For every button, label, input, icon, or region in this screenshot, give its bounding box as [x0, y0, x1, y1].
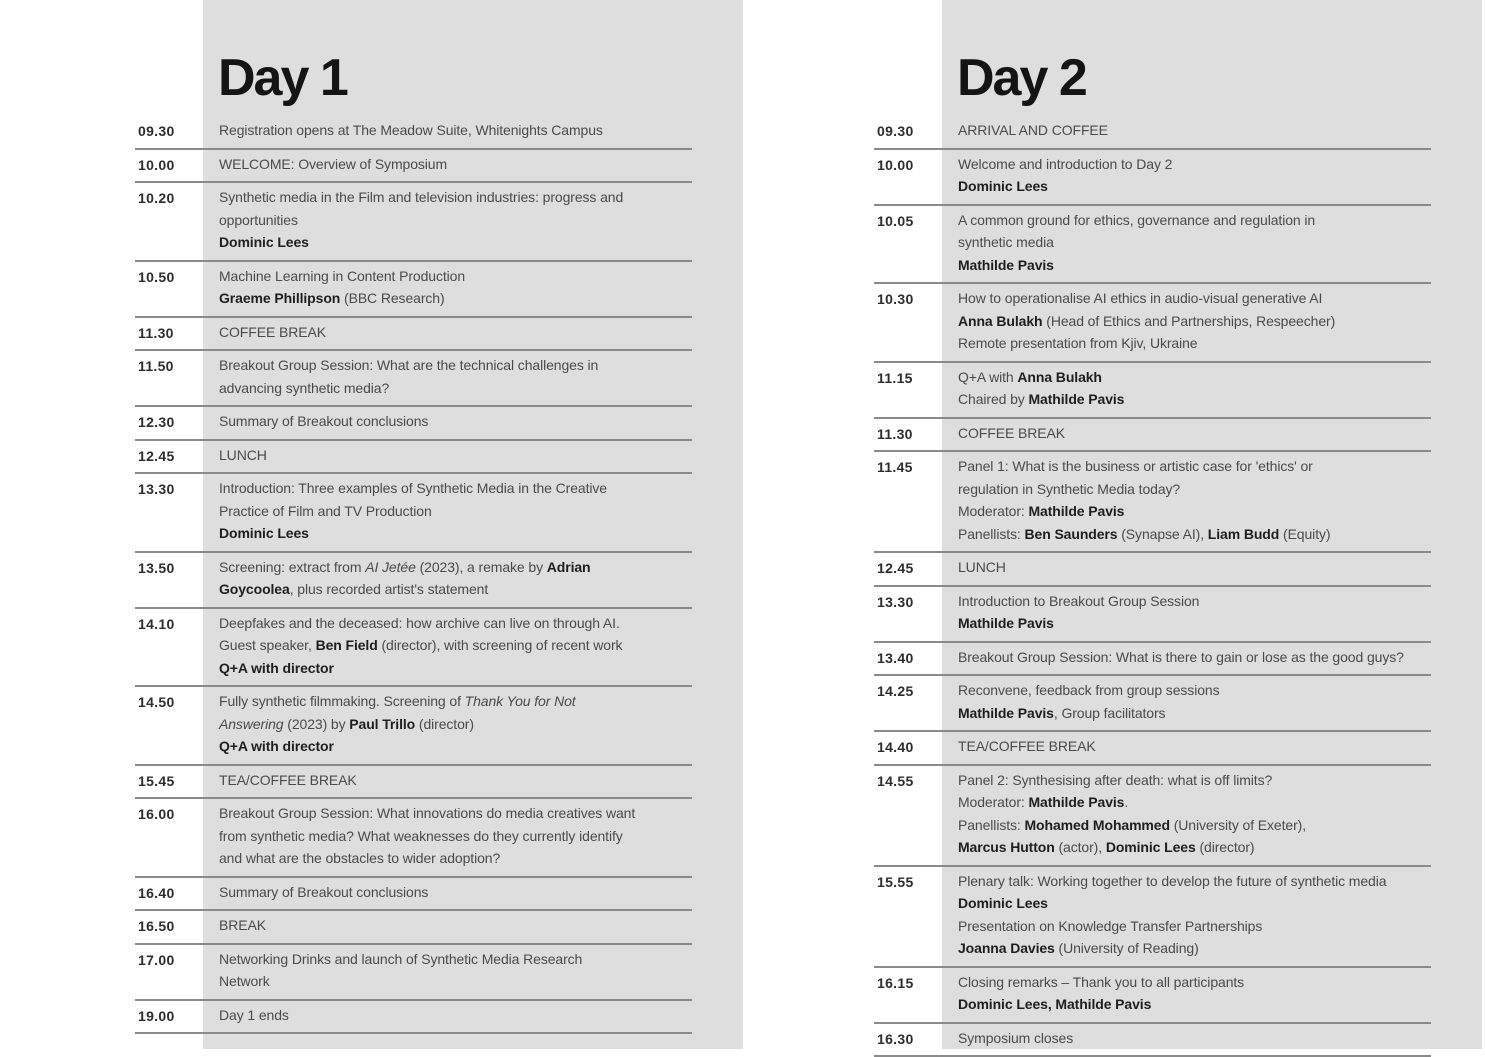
- session-time: 11.50: [138, 355, 174, 377]
- session-row: [135, 878, 692, 912]
- session-text: Synthetic media in the Film and television industries: progress and: [219, 189, 623, 205]
- session-time: 13.50: [138, 557, 175, 579]
- session-line: [219, 119, 691, 142]
- session-row: [135, 262, 692, 318]
- session-row: [874, 419, 1431, 453]
- session-row: [135, 116, 692, 150]
- session-line: [219, 802, 691, 825]
- session-line: [958, 478, 1430, 501]
- session-line: [219, 265, 691, 288]
- session-row: [135, 351, 692, 407]
- session-details: [219, 441, 691, 473]
- session-line: [958, 455, 1430, 478]
- session-line: [219, 847, 691, 870]
- session-text: Introduction: Three examples of Synthetic Media in the Creative: [219, 480, 607, 496]
- session-line: [958, 422, 1430, 445]
- session-time: 10.00: [138, 154, 175, 176]
- session-details: [219, 799, 691, 876]
- speaker-name: Goycoolea: [219, 581, 290, 597]
- speaker-name: Ben Saunders: [1025, 526, 1118, 542]
- session-line: [219, 713, 691, 736]
- session-text: Screening: extract from: [219, 559, 365, 575]
- session-row: [135, 441, 692, 475]
- session-row: [135, 799, 692, 878]
- speaker-name: Mathilde Pavis: [1029, 503, 1125, 519]
- session-text: Practice of Film and TV Production: [219, 503, 432, 519]
- session-details: [219, 318, 691, 350]
- session-line: [219, 556, 691, 579]
- session-time: 15.55: [877, 871, 914, 893]
- session-details: [958, 676, 1430, 730]
- session-text: Breakout Group Session: What innovations do media creatives want: [219, 805, 635, 821]
- speaker-name: Anna Bulakh: [1017, 369, 1101, 385]
- session-text: Q+A with: [958, 369, 1017, 385]
- session-line: [219, 970, 691, 993]
- session-text: Remote presentation from Kjiv, Ukraine: [958, 335, 1198, 351]
- session-line: [958, 915, 1430, 938]
- session-line: [958, 209, 1430, 232]
- session-row: [135, 553, 692, 609]
- session-text: regulation in Synthetic Media today?: [958, 481, 1180, 497]
- session-details: [958, 284, 1430, 361]
- speaker-name: Dominic Lees: [958, 178, 1048, 194]
- session-details: [219, 553, 691, 607]
- session-text: WELCOME: Overview of Symposium: [219, 156, 447, 172]
- session-text: Panellists:: [958, 817, 1025, 833]
- session-line: [219, 914, 691, 937]
- session-line: [958, 1027, 1430, 1050]
- session-details: [958, 419, 1430, 451]
- session-details: [958, 150, 1430, 204]
- session-line: [958, 287, 1430, 310]
- session-line: [219, 578, 691, 601]
- session-details: [958, 116, 1430, 148]
- session-line: [958, 769, 1430, 792]
- speaker-name: Q+A with director: [219, 738, 334, 754]
- session-details: [219, 116, 691, 148]
- session-time: 14.55: [877, 770, 914, 792]
- session-line: [219, 735, 691, 758]
- session-row: [874, 766, 1431, 867]
- session-text: Introduction to Breakout Group Session: [958, 593, 1199, 609]
- session-time: 12.45: [138, 445, 175, 467]
- session-text: Summary of Breakout conclusions: [219, 413, 428, 429]
- session-text: BREAK: [219, 917, 266, 933]
- session-text: opportunities: [219, 212, 298, 228]
- session-text: Presentation on Knowledge Transfer Partnerships: [958, 918, 1262, 934]
- session-text: , plus recorded artist's statement: [290, 581, 488, 597]
- speaker-name: Mathilde Pavis: [1029, 391, 1125, 407]
- session-row: [135, 911, 692, 945]
- session-line: [219, 321, 691, 344]
- session-text: COFFEE BREAK: [958, 425, 1065, 441]
- session-text: synthetic media: [958, 234, 1054, 250]
- session-time: 12.30: [138, 411, 175, 433]
- session-line: [219, 477, 691, 500]
- session-line: [958, 254, 1430, 277]
- session-text: ARRIVAL AND COFFEE: [958, 122, 1108, 138]
- session-line: [958, 702, 1430, 725]
- session-line: [958, 119, 1430, 142]
- session-time: 11.45: [877, 456, 913, 478]
- session-text: (BBC Research): [340, 290, 444, 306]
- session-time: 16.15: [877, 972, 914, 994]
- session-line: [219, 231, 691, 254]
- session-time: 14.10: [138, 613, 175, 635]
- session-time: 17.00: [138, 949, 175, 971]
- speaker-name: Q+A with director: [219, 660, 334, 676]
- speaker-name: Dominic Lees, Mathilde Pavis: [958, 996, 1151, 1012]
- session-text: LUNCH: [958, 559, 1006, 575]
- session-time: 09.30: [138, 120, 175, 142]
- speaker-name: Mathilde Pavis: [958, 615, 1054, 631]
- session-text: Breakout Group Session: What are the technical challenges in: [219, 357, 598, 373]
- session-time: 13.30: [138, 478, 175, 500]
- session-details: [219, 911, 691, 943]
- speaker-name: Ben Field: [316, 637, 378, 653]
- session-row: [135, 687, 692, 766]
- session-line: [219, 153, 691, 176]
- session-line: [958, 500, 1430, 523]
- work-title: AI Jetée: [365, 559, 416, 575]
- session-details: [958, 643, 1430, 675]
- session-row: [135, 183, 692, 262]
- session-text: Panellists:: [958, 526, 1025, 542]
- session-time: 16.00: [138, 803, 175, 825]
- session-line: [958, 892, 1430, 915]
- session-row: [874, 284, 1431, 363]
- session-details: [219, 687, 691, 764]
- session-line: [219, 410, 691, 433]
- work-title: Thank You for Not: [465, 693, 576, 709]
- session-line: [958, 679, 1430, 702]
- session-text: (University of Exeter),: [1170, 817, 1306, 833]
- session-details: [219, 766, 691, 798]
- session-text: , Group facilitators: [1054, 705, 1166, 721]
- session-details: [958, 363, 1430, 417]
- speaker-name: Mohamed Mohammed: [1025, 817, 1170, 833]
- session-row: [874, 363, 1431, 419]
- session-line: [219, 881, 691, 904]
- session-time: 10.05: [877, 210, 914, 232]
- session-text: Closing remarks – Thank you to all participants: [958, 974, 1244, 990]
- session-details: [219, 609, 691, 686]
- session-time: 19.00: [138, 1005, 175, 1027]
- session-line: [219, 500, 691, 523]
- session-details: [219, 351, 691, 405]
- session-row: [874, 676, 1431, 732]
- session-row: [874, 206, 1431, 285]
- session-row: [874, 643, 1431, 677]
- session-row: [874, 867, 1431, 968]
- session-text: advancing synthetic media?: [219, 380, 389, 396]
- session-line: [958, 175, 1430, 198]
- session-time: 11.30: [138, 322, 174, 344]
- session-time: 14.25: [877, 680, 914, 702]
- session-line: [958, 310, 1430, 333]
- day1-session-list: [135, 116, 692, 1034]
- session-row: [135, 609, 692, 688]
- session-text: Plenary talk: Working together to develop the future of synthetic media: [958, 873, 1386, 889]
- session-details: [219, 945, 691, 999]
- session-line: [219, 634, 691, 657]
- session-line: [958, 646, 1430, 669]
- session-line: [958, 153, 1430, 176]
- session-row: [874, 968, 1431, 1024]
- session-text: Panel 2: Synthesising after death: what is off limits?: [958, 772, 1272, 788]
- session-row: [874, 1024, 1431, 1057]
- speaker-name: Paul Trillo: [349, 716, 415, 732]
- session-time: 10.30: [877, 288, 914, 310]
- session-text: Networking Drinks and launch of Synthetic Media Research: [219, 951, 582, 967]
- session-row: [135, 407, 692, 441]
- session-time: 11.15: [877, 367, 913, 389]
- session-details: [958, 1024, 1430, 1056]
- session-text: (Head of Ethics and Partnerships, Respeecher): [1042, 313, 1335, 329]
- session-row: [874, 150, 1431, 206]
- session-text: Welcome and introduction to Day 2: [958, 156, 1172, 172]
- session-text: Panel 1: What is the business or artistic case for 'ethics' or: [958, 458, 1313, 474]
- session-details: [958, 587, 1430, 641]
- session-details: [958, 766, 1430, 865]
- session-time: 16.40: [138, 882, 175, 904]
- session-row: [874, 587, 1431, 643]
- speaker-name: Dominic Lees: [219, 234, 309, 250]
- session-text: (Synapse AI),: [1117, 526, 1207, 542]
- session-details: [958, 867, 1430, 966]
- session-line: [958, 612, 1430, 635]
- session-text: from synthetic media? What weaknesses do they currently identify: [219, 828, 623, 844]
- session-text: Machine Learning in Content Production: [219, 268, 465, 284]
- session-line: [958, 366, 1430, 389]
- session-line: [958, 937, 1430, 960]
- session-text: TEA/COFFEE BREAK: [219, 772, 357, 788]
- session-text: LUNCH: [219, 447, 267, 463]
- session-text: Registration opens at The Meadow Suite, Whitenights Campus: [219, 122, 603, 138]
- session-line: [958, 590, 1430, 613]
- session-text: (director): [415, 716, 474, 732]
- session-text: (University of Reading): [1055, 940, 1199, 956]
- session-line: [958, 231, 1430, 254]
- session-row: [135, 150, 692, 184]
- session-time: 13.40: [877, 647, 914, 669]
- session-time: 16.50: [138, 915, 175, 937]
- session-details: [219, 183, 691, 260]
- session-text: (actor),: [1055, 839, 1106, 855]
- session-text: How to operationalise AI ethics in audio-visual generative AI: [958, 290, 1322, 306]
- speaker-name: Dominic Lees: [1106, 839, 1196, 855]
- session-line: [219, 690, 691, 713]
- session-line: [219, 377, 691, 400]
- session-details: [219, 407, 691, 439]
- session-line: [958, 971, 1430, 994]
- session-row: [135, 474, 692, 553]
- session-text: (director): [1196, 839, 1255, 855]
- session-text: (2023) by: [283, 716, 349, 732]
- speaker-name: Mathilde Pavis: [958, 257, 1054, 273]
- speaker-name: Liam Budd: [1208, 526, 1279, 542]
- session-details: [958, 452, 1430, 551]
- session-row: [135, 1001, 692, 1035]
- session-time: 10.20: [138, 187, 175, 209]
- speaker-name: Marcus Hutton: [958, 839, 1055, 855]
- session-details: [958, 206, 1430, 283]
- session-line: [958, 332, 1430, 355]
- session-line: [958, 556, 1430, 579]
- session-time: 15.45: [138, 770, 175, 792]
- day2-title: Day 2: [957, 50, 1086, 106]
- session-row: [135, 318, 692, 352]
- session-line: [219, 612, 691, 635]
- session-text: Moderator:: [958, 794, 1029, 810]
- session-text: Moderator:: [958, 503, 1029, 519]
- session-details: [219, 150, 691, 182]
- session-text: Reconvene, feedback from group sessions: [958, 682, 1219, 698]
- session-time: 12.45: [877, 557, 914, 579]
- session-row: [874, 452, 1431, 553]
- session-time: 13.30: [877, 591, 914, 613]
- day1-title: Day 1: [218, 50, 347, 106]
- session-line: [219, 287, 691, 310]
- session-row: [874, 116, 1431, 150]
- session-text: Network: [219, 973, 270, 989]
- session-line: [958, 814, 1430, 837]
- speaker-name: Dominic Lees: [219, 525, 309, 541]
- session-line: [958, 523, 1430, 546]
- session-time: 14.50: [138, 691, 175, 713]
- session-time: 11.30: [877, 423, 913, 445]
- session-row: [135, 766, 692, 800]
- session-line: [958, 791, 1430, 814]
- session-line: [219, 948, 691, 971]
- session-row: [135, 945, 692, 1001]
- session-line: [958, 388, 1430, 411]
- session-text: Summary of Breakout conclusions: [219, 884, 428, 900]
- session-text: Fully synthetic filmmaking. Screening of: [219, 693, 465, 709]
- session-time: 10.50: [138, 266, 175, 288]
- work-title: Answering: [219, 716, 283, 732]
- session-line: [219, 186, 691, 209]
- session-time: 10.00: [877, 154, 914, 176]
- session-line: [219, 522, 691, 545]
- session-row: [874, 732, 1431, 766]
- session-details: [958, 968, 1430, 1022]
- speaker-name: Graeme Phillipson: [219, 290, 340, 306]
- session-row: [874, 553, 1431, 587]
- session-line: [958, 735, 1430, 758]
- session-text: Symposium closes: [958, 1030, 1073, 1046]
- speaker-name: Mathilde Pavis: [958, 705, 1054, 721]
- session-line: [219, 825, 691, 848]
- speaker-name: Dominic Lees: [958, 895, 1048, 911]
- session-details: [219, 878, 691, 910]
- session-line: [219, 444, 691, 467]
- session-text: (director), with screening of recent work: [378, 637, 623, 653]
- session-text: TEA/COFFEE BREAK: [958, 738, 1096, 754]
- session-line: [958, 836, 1430, 859]
- session-line: [219, 657, 691, 680]
- session-line: [219, 769, 691, 792]
- session-line: [958, 993, 1430, 1016]
- session-text: Chaired by: [958, 391, 1029, 407]
- session-details: [219, 262, 691, 316]
- session-line: [219, 209, 691, 232]
- session-text: Day 1 ends: [219, 1007, 289, 1023]
- session-text: A common ground for ethics, governance and regulation in: [958, 212, 1315, 228]
- speaker-name: Joanna Davies: [958, 940, 1055, 956]
- session-text: and what are the obstacles to wider adoption?: [219, 850, 500, 866]
- speaker-name: Mathilde Pavis: [1029, 794, 1125, 810]
- session-text: Guest speaker,: [219, 637, 316, 653]
- session-line: [219, 354, 691, 377]
- session-text: (Equity): [1279, 526, 1330, 542]
- session-text: COFFEE BREAK: [219, 324, 326, 340]
- session-line: [219, 1004, 691, 1027]
- speaker-name: Adrian: [547, 559, 591, 575]
- session-details: [219, 474, 691, 551]
- day2-session-list: [874, 116, 1431, 1057]
- session-text: Deepfakes and the deceased: how archive can live on through AI.: [219, 615, 620, 631]
- session-time: 09.30: [877, 120, 914, 142]
- speaker-name: Anna Bulakh: [958, 313, 1042, 329]
- session-line: [958, 870, 1430, 893]
- session-time: 14.40: [877, 736, 914, 758]
- session-text: Breakout Group Session: What is there to gain or lose as the good guys?: [958, 649, 1404, 665]
- session-details: [958, 732, 1430, 764]
- session-text: (2023), a remake by: [416, 559, 547, 575]
- session-time: 16.30: [877, 1028, 914, 1050]
- session-details: [219, 1001, 691, 1033]
- session-text: .: [1124, 794, 1128, 810]
- session-details: [958, 553, 1430, 585]
